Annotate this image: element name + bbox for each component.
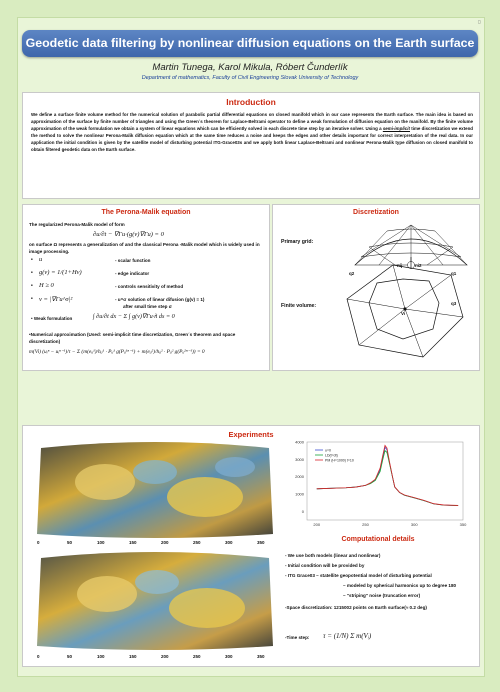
fv-label-nij: nij [397, 263, 403, 268]
bullet-1-sym: u [39, 256, 43, 263]
bullet-1-text: - scalar function [115, 258, 151, 263]
x-tick: 250 [193, 540, 201, 545]
comp-item-4: – modeled by spherical harmonics up to degree 180 [343, 583, 457, 588]
pm-line2: on surface Ω represents a generalization of and the classical Perona -Malik model which is widely used in image processing. [29, 242, 260, 254]
bullet-4-text: - u^σ solution of linear difusion (g(v) ≡ 1) [115, 297, 205, 302]
x-tick: 200 [161, 540, 169, 545]
x-tick: 50 [67, 540, 73, 545]
introduction-box [22, 92, 480, 199]
finite-volume-label: Finite volume: [281, 303, 317, 309]
y-tick-label: 1000 [295, 491, 304, 497]
time-step-formula: τ = (1/N) Σ m(Vᵢ) [323, 632, 372, 640]
x-tick-label: 350 [459, 522, 467, 527]
x-tick: 150 [129, 540, 137, 545]
y-tick-label: 2000 [295, 474, 304, 480]
intro-emph: semi-implicit [382, 126, 410, 132]
bullet-4-sym: v = |∇Γu^σ|² [39, 296, 73, 303]
x-tick-label: 200 [313, 522, 321, 527]
x-tick: 350 [257, 540, 265, 545]
fv-label-q2: q2 [349, 271, 355, 276]
department: Department of mathematics, Faculty of Civil Engineering Slovak University of Technology [141, 75, 359, 81]
x-tick-label: 250 [362, 522, 369, 527]
comp-item-2: - Initial condition will be provided by [285, 563, 365, 568]
bullet-3: • [31, 283, 33, 289]
comp-item-3: - ITG Grace03 – statellite geopotential model of disturbing potential [285, 573, 432, 578]
corner-mark: ◻ [477, 19, 481, 24]
legend-label: PM (H=1000) t=10 [325, 458, 354, 463]
discretization-heading: Discretization [353, 209, 399, 216]
x-tick: 0 [37, 540, 40, 545]
comp-item-7: -Time step: [285, 635, 310, 640]
bullet-2: • [31, 270, 33, 276]
x-tick: 300 [225, 540, 233, 545]
primary-grid-label: Primary grid: [281, 239, 314, 245]
bullet-3-sym: H ≥ 0 [39, 282, 54, 289]
bullet-4: • [31, 296, 33, 302]
numerical-approximation: •Numerical approximation (Used: semi-implicit time discretization, Green´s theorem and space discretization) [29, 332, 236, 344]
weak-formulation-label: • Weak formulation [31, 316, 73, 321]
x-tick: 200 [161, 654, 169, 659]
fv-label-ni2: ni2 [415, 263, 422, 268]
legend-label: LD(t=dt) [325, 453, 338, 458]
comp-item-1: - We use both models (linear and nonlinear) [285, 553, 381, 558]
pm-main-equation: ∂u/∂t − ∇Γu·(g(v)∇Γu) = 0 [93, 231, 164, 238]
x-tick: 250 [193, 654, 201, 659]
introduction-text [31, 111, 473, 154]
x-tick: 100 [97, 540, 105, 545]
y-tick-label: 4000 [295, 439, 304, 445]
authors: Martin Tunega, Karol Mikula, Róbert Čunderlík [152, 62, 348, 73]
introduction-heading: Introduction [226, 97, 276, 107]
x-tick: 150 [129, 654, 137, 659]
x-tick: 300 [225, 654, 233, 659]
bullet-3-text: - controls sensitivity of method [115, 284, 184, 289]
bullet-1: • [31, 257, 33, 263]
computational-details-heading: Computational details [341, 536, 415, 543]
bullet-2-sym: g(v) = 1/(1+Hv) [39, 269, 82, 276]
discretization-box [272, 204, 480, 371]
x-tick: 350 [257, 654, 265, 659]
y-tick-label: 3000 [295, 456, 304, 462]
perona-malik-box [22, 204, 270, 371]
fv-label-vi: Vi [401, 311, 406, 316]
x-ticks-bottom [35, 654, 275, 662]
intro-text-before: We define a surface finite volume method for the numerical solution of parabolic partial differential equations on closed manifold which in our case represents the Earth surface. The main idea is based on approximation of the surface by finite number of triangles and using the Green´s theorem for Laplace-Beltrami operator to define a weak formulation of diffusion equation on the manifold. By the finite volume approximation of the weak formulation we obtain a system of linear equations which can be efficiently solved in each discrete time step by an iterative solver. Using a [31, 112, 473, 132]
legend-label: u=0 [325, 448, 331, 453]
y-tick-label: 0 [301, 508, 304, 514]
intro-text-after: time discretization we extend the method to solve the nonlinear Perona-Malik diffusion equation which at the same time reduces a noise and keeps the edges and other details important for correct interpretation of the real data. In our application the initial condition is given by the satellite model of disturbing potential ITG-Grace03s and we apply both linear Laplace-Beltrami and nonlinear Perona-Malik type diffusion on closed manifold to obtain filtered geodetic data on the Earth surface. [31, 126, 473, 153]
comp-item-5: – "striping" noise (truncation error) [343, 593, 421, 598]
experiments-box [22, 425, 480, 667]
x-tick: 100 [97, 654, 105, 659]
filtered-map-bottom [35, 552, 275, 652]
fv-label-q3: q3 [451, 301, 457, 306]
bullet-2-text: - edge indicator [115, 271, 150, 276]
comp-item-6: -Space discretization: 1215002 points on Earth surface(≈ 0.2 deg) [285, 605, 427, 610]
poster-title: Geodetic data filtering by nonlinear diffusion equations on the Earth surface [22, 30, 478, 57]
x-ticks-top [35, 540, 275, 548]
fv-label-q1: q1 [451, 271, 457, 276]
x-tick: 50 [67, 654, 73, 659]
x-tick-label: 300 [410, 522, 418, 527]
x-tick: 0 [37, 654, 40, 659]
weak-formulation-equation: ∫ ∂u/∂t dx − Σ ∫ g(v)∇Γu·ñ ds = 0 [93, 313, 175, 320]
filtered-map-top [35, 442, 275, 540]
discretized-equation: m(Vi) (uᵢⁿ − uᵢⁿ⁻¹)/τ − Σ (m(eᵢⱼ¹)/hᵢⱼ¹ · Pᵢⱼ¹ g(Pᵢⱼ¹ⁿ⁻¹) + m(eᵢⱼ²)/hᵢⱼ² · Pᵢⱼ² g(Pᵢⱼ²ⁿ⁻¹)) = 0 [29, 349, 205, 355]
experiments-heading: Experiments [228, 430, 274, 439]
perona-malik-heading: The Perona-Malik equation [101, 209, 191, 216]
pm-line1: The regularized Perona-Malik model of form [29, 222, 125, 227]
bullet-4-text-2: after small time step σ [123, 304, 172, 309]
